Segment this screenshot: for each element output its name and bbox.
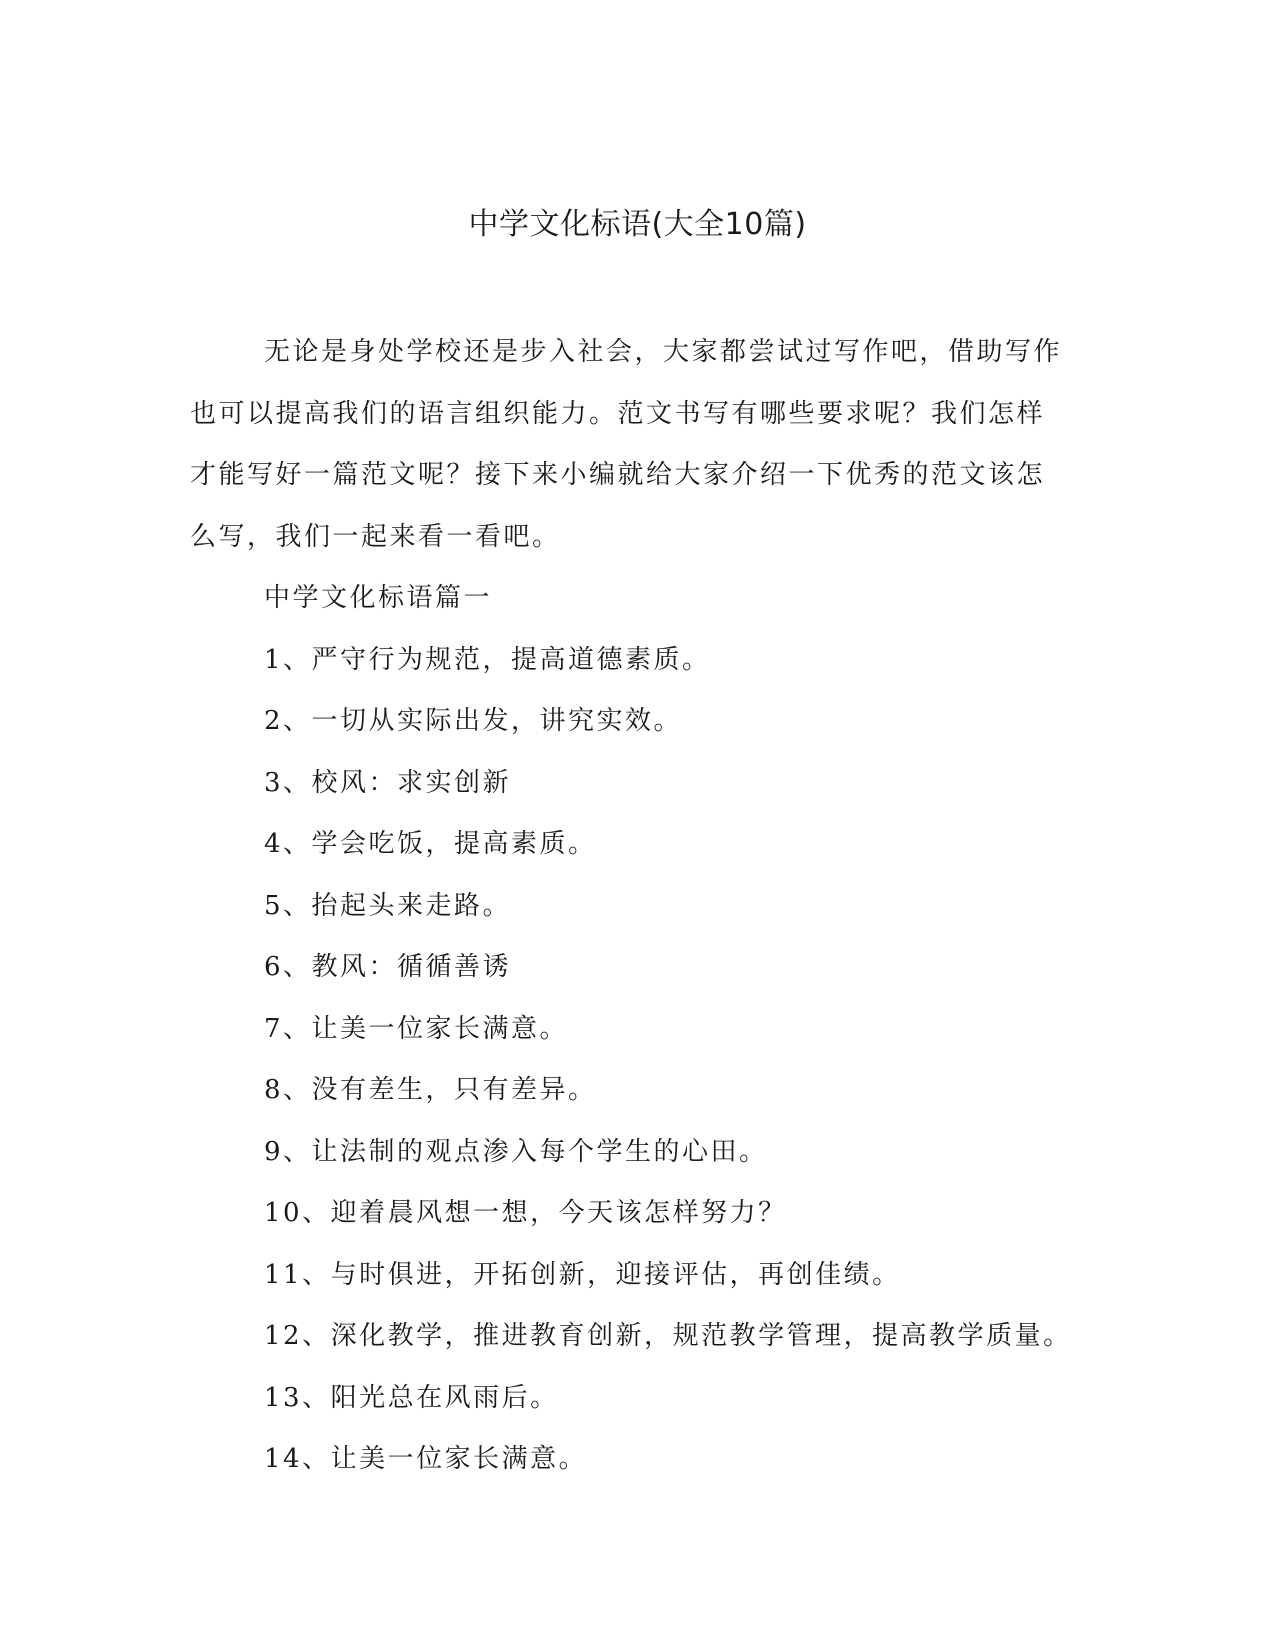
- list-item: 14、让美一位家长满意。: [264, 1444, 588, 1474]
- list-item: 2、一切从实际出发，讲究实效。: [264, 706, 683, 736]
- page-title: 中学文化标语(大全10篇): [468, 207, 807, 242]
- list-item: 12、深化教学，推进教育创新，规范教学管理，提高教学质量。: [264, 1321, 1072, 1351]
- list-item: 5、抬起头来走路。: [264, 890, 512, 921]
- section-heading: 中学文化标语篇一: [264, 583, 493, 613]
- list-item: 1、严守行为规范，提高道德素质。: [264, 644, 711, 675]
- list-item: 6、教风：循循善诱: [264, 952, 512, 982]
- list-item: 7、让美一位家长满意。: [264, 1013, 569, 1044]
- list-item: 11、与时俱进，开拓创新，迎接评估，再创佳绩。: [264, 1259, 901, 1290]
- list-item: 3、校风：求实创新: [264, 767, 512, 798]
- document-body: [190, 322, 1072, 1491]
- list-item: 4、学会吃饭，提高素质。: [264, 829, 597, 859]
- list-item: 13、阳光总在风雨后。: [264, 1382, 559, 1413]
- intro-paragraph: 无论是身处学校还是步入社会，大家都尝试过写作吧，借助写作也可以提高我们的语言组织能力。范文书写有哪些要求呢？我们怎样才能写好一篇范文呢？接下来小编就给大家介绍一下优秀的范文该怎么写，我们一起来看一看吧。: [190, 337, 1063, 552]
- list-item: 10、迎着晨风想一想，今天该怎样努力？: [264, 1198, 787, 1228]
- list-item: 8、没有差生，只有差异。: [264, 1075, 597, 1105]
- list-item: 9、让法制的观点渗入每个学生的心田。: [264, 1136, 768, 1167]
- slogan-list: [190, 630, 1072, 1491]
